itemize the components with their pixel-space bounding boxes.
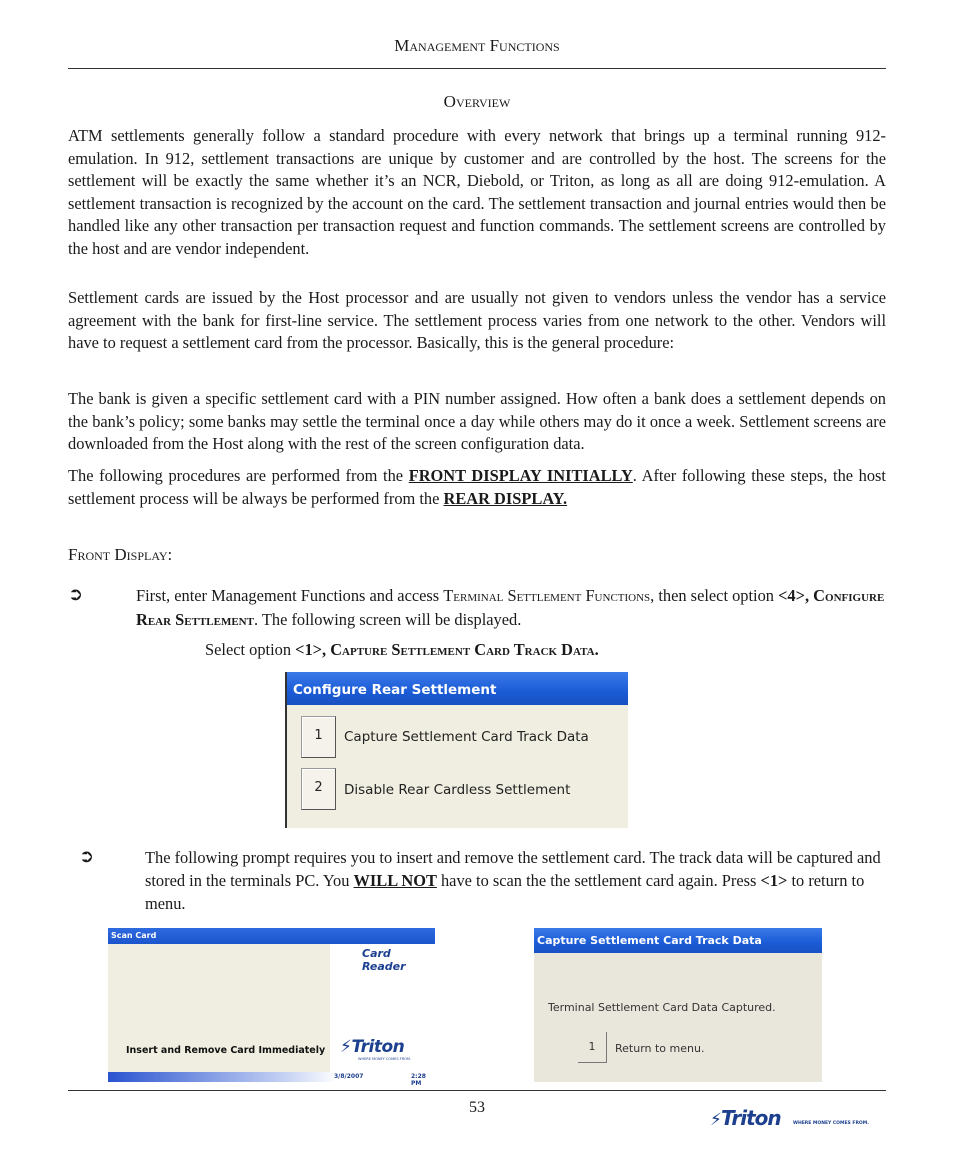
step1b-text-a: Select option <box>205 640 296 659</box>
overview-paragraph-1: ATM settlements generally follow a standard procedure with every network that brings up a terminal running 912-emulation. In 912, settlement transactions are unique by customer and are controlled by the host. The screens for the settlement will be exactly the same whether it’s an NCR, Diebold, or Triton, as long as all are doing 912-emulation. A settlement transaction is recognized by the account on the card. The settlement transaction and journal entries would then be handled like any other transaction per transaction request and function commands. The settlement screens are controlled by the host and are vendor independent. <box>68 126 886 258</box>
card-reader-label: Card Reader <box>362 947 406 973</box>
configure-rear-settlement-screen <box>285 672 628 828</box>
footer-rule <box>68 1090 886 1091</box>
return-option-button[interactable]: 1 <box>578 1032 607 1063</box>
step-arrow-icon: ➲ <box>68 584 84 605</box>
triton-footer-mark-icon: ⚡ <box>710 1110 721 1130</box>
capture-screen-title-bar: Capture Settlement Card Track Data <box>534 928 822 953</box>
step-1b-text <box>205 640 599 660</box>
scan-card-screen <box>108 928 435 1087</box>
insert-remove-card-instruction: Insert and Remove Card Immediately <box>126 1045 326 1056</box>
triton-logo-mark-icon: ⚡ <box>340 1037 352 1057</box>
data-captured-message: Terminal Settlement Card Data Captured. <box>548 1001 776 1014</box>
rear-display-emphasis: REAR DISPLAY. <box>443 488 568 508</box>
status-date: 3/8/2007 <box>334 1073 364 1080</box>
front-display-heading: Front Display: <box>68 545 173 564</box>
option-2-button[interactable]: 2 <box>301 768 336 810</box>
will-not-emphasis: WILL NOT <box>353 871 437 890</box>
step2-text-a: The following prompt requires you to insert and remove the settlement card. The track data will be captured and stored in the terminals PC. You <box>145 848 881 890</box>
step2-key: <1> <box>760 871 788 890</box>
step-arrow-icon-2: ➲ <box>79 846 95 867</box>
p4-text-b: . After following these steps, the host settlement process will be always be performed from the <box>68 466 886 508</box>
step1-text-b: , then select option <box>650 586 779 605</box>
overview-paragraph-4 <box>68 465 886 510</box>
capture-settlement-screen <box>534 928 822 1082</box>
p4-text-a: The following procedures are performed from the <box>68 466 409 485</box>
step2-text-b: have to scan the the settlement card again. Press <box>436 871 761 890</box>
triton-footer-logo-text: Triton <box>720 1106 781 1130</box>
triton-logo-text-small: Triton <box>351 1037 405 1057</box>
triton-tagline-small: WHERE MONEY COMES FROM. <box>358 1057 412 1061</box>
overview-heading: Overview <box>443 92 511 111</box>
overview-paragraph-3: The bank is given a specific settlement card with a PIN number assigned. How often a bank does a settlement depends on the bank’s policy; some banks may settle the terminal once a day while others may do it once a week. Settlement screens are downloaded from the Host along with the rest of the screen configuration data. <box>68 389 886 454</box>
page-header-title: Management Functions <box>394 36 560 55</box>
step1-option: <4>, <box>778 586 814 605</box>
front-display-initially-emphasis: FRONT DISPLAY INITIALLY <box>408 466 633 485</box>
terminal-settlement-functions-ref: Terminal Settlement Functions <box>443 586 651 605</box>
step1b-option: <1>, <box>295 640 331 659</box>
triton-logo-small <box>340 1037 404 1057</box>
triton-footer-logo <box>710 1106 781 1130</box>
step-2-text <box>145 846 886 915</box>
screen-title-bar: Configure Rear Settlement <box>287 672 628 705</box>
option-1-label: Capture Settlement Card Track Data <box>344 729 589 745</box>
triton-footer-tagline: WHERE MONEY COMES FROM. <box>793 1121 869 1126</box>
status-time: 2:28 PM <box>411 1073 426 1087</box>
header-rule <box>68 68 886 69</box>
scan-card-title-bar: Scan Card <box>108 928 435 944</box>
capture-settlement-card-track-data-ref: Capture Settlement Card Track Data <box>330 640 595 659</box>
return-option-label: Return to menu. <box>615 1042 705 1055</box>
page-number: 53 <box>469 1099 485 1116</box>
step2-text-c: to return to menu. <box>145 871 865 913</box>
option-2-label: Disable Rear Cardless Settlement <box>344 782 571 798</box>
step1b-end: . <box>594 640 599 659</box>
step1-text-a: First, enter Management Functions and access <box>136 586 444 605</box>
step1-text-c: . The following screen will be displayed. <box>253 610 522 629</box>
scan-card-status-bar <box>108 1072 435 1082</box>
configure-rear-settlement-ref: Configure Rear Settlement <box>136 586 885 629</box>
overview-paragraph-2: Settlement cards are issued by the Host processor and are usually not given to vendors unless the vendor has a service agreement with the bank for first-line service. The settlement process varies from one network to the other. Vendors will have to request a settlement card from the processor. Basically, this is the general procedure: <box>68 288 886 353</box>
option-1-button[interactable]: 1 <box>301 716 336 758</box>
step-1-text <box>136 584 886 632</box>
